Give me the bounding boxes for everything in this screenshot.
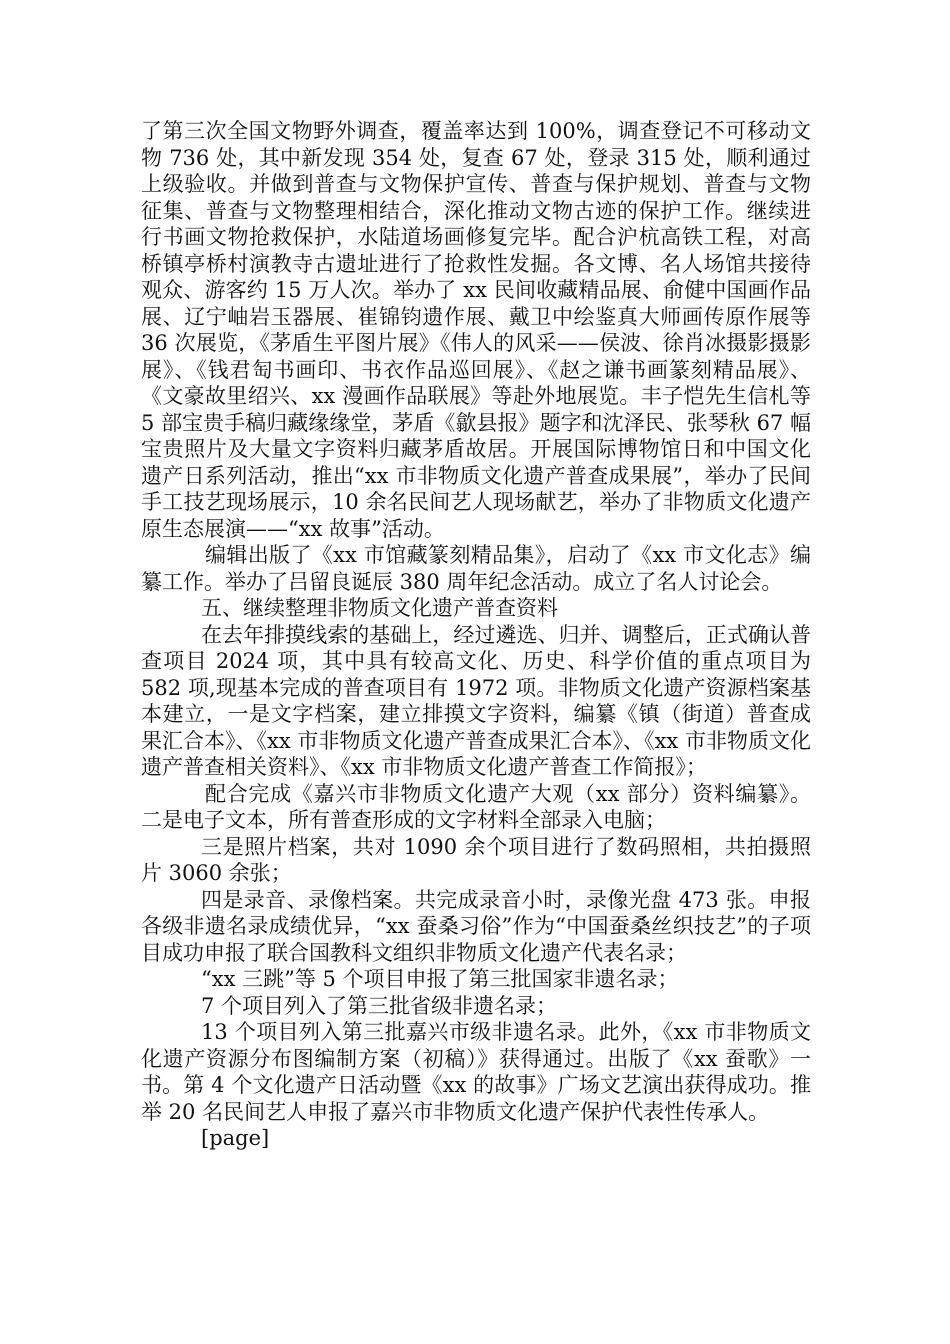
paragraph-publications: 编辑出版了《xx 市馆藏篆刻精品集》，启动了《xx 市文化志》编纂工作。举办了吕留良诞辰 380 周年纪念活动。成立了名人讨论会。 [141, 543, 811, 594]
paragraph-cultural-relics-survey: 了第三次全国文物野外调查，覆盖率达到 100%，调查登记不可移动文物 736 处，其中新发现 354 处，复查 67 处，登录 315 处，顺利通过上级验收。并做到普查与文物保护宣传、普查与保护规划、普查与文物征集、普查与文物整理相结合，深化推动文物古迹的保护工作。继续进行书画文物抢救保护，水陆道场画修复完毕。配合沪杭高铁工程，对高桥镇亭桥村演教寺古遗址进行了抢救性发掘。各文博、名人场馆共接待观众、游客约 15 万人次。举办了 xx 民间收藏精品展、俞健中国画作品展、辽宁岫岩玉器展、崔锦钧遗作展、戴卫中绘鉴真大师画传原作展等 36 次展览，《茅盾生平图片展》《伟人的风采——侯波、徐肖冰摄影摄影展》、《钱君匋书画印、书衣作品巡回展》、《赵之谦书画篆刻精品展》、《文豪故里绍兴、xx 漫画作品联展》等赴外地展览。丰子恺先生信札等 5 部宝贵手稿归藏缘缘堂，茅盾《歙县报》题字和沈泽民、张琴秋 67 幅宝贵照片及大量文字资料归藏茅盾故居。开展国际博物馆日和中国文化遗产日系列活动，推出“xx 市非物质文化遗产普查成果展”，举办了民间手工技艺现场展示，10 余名民间艺人现场献艺，举办了非物质文化遗产原生态展演——“xx 故事”活动。 [141, 119, 811, 541]
paragraph-compilation: 配合完成《嘉兴市非物质文化遗产大观（xx 部分）资料编纂》。二是电子文本，所有普查形成的文字材料全部录入电脑； [141, 781, 811, 832]
paragraph-national-list: “xx 三跳”等 5 个项目申报了第三批国家非遗名录； [201, 967, 679, 991]
paragraph-audio-video-archive: 四是录音、录像档案。共完成录音小时，录像光盘 473 张。申报各级非遗名录成绩优异，“xx 蚕桑习俗”作为“中国蚕桑丝织技艺”的子项目成功申报了联合国教科文组织非物质文化遗产代表名录； [141, 887, 811, 965]
section-heading-five: 五、继续整理非物质文化遗产普查资料 [201, 596, 558, 620]
paragraph-survey-projects: 在去年排摸线索的基础上，经过遴选、归并、调整后，正式确认普查项目 2024 项，其中具有较高文化、历史、科学价值的重点项目为 582 项,现基本完成的普查项目有 1972 项。非物质文化遗产资源档案基本建立，一是文字档案，建立排摸文字资料，编纂《镇（街道）普查成果汇合本》、《xx 市非物质文化遗产普查成果汇合本》、《xx 市非物质文化遗产普查相关资料》、《xx 市非物质文化遗产普查工作简报》； [141, 622, 811, 779]
page-marker: [page] [201, 1126, 270, 1150]
paragraph-city-list: 13 个项目列入第三批嘉兴市级非遗名录。此外，《xx 市非物质文化遗产资源分布图编制方案（初稿）》获得通过。出版了《xx 蚕歌》一书。第 4 个文化遗产日活动暨《xx 的故事》广场文艺演出获得成功。推举 20 名民间艺人申报了嘉兴市非物质文化遗产保护代表性传承人。 [141, 1020, 811, 1124]
paragraph-provincial-list: 7 个项目列入了第三批省级非遗名录； [201, 993, 558, 1018]
paragraph-photo-archive: 三是照片档案，共对 1090 余个项目进行了数码照相，共拍摄照片 3060 余张； [141, 834, 811, 885]
document-body [141, 118, 811, 1152]
